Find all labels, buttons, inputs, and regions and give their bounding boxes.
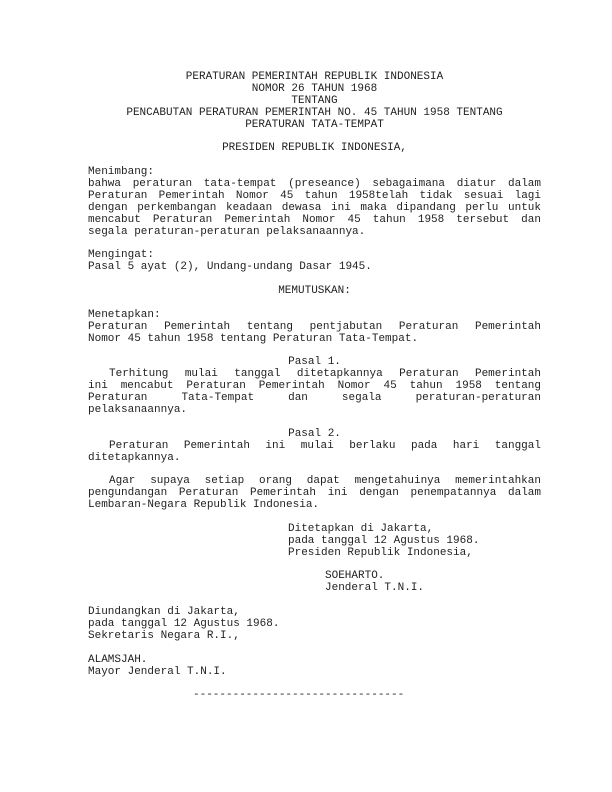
closing-text: pengundangan Peraturan Pemerintah ini dengan penempatannya dalam: [88, 487, 541, 500]
promulgation-place: Diundangkan di Jakarta,: [88, 606, 240, 619]
menimbang-text: segala peraturan-peraturan pelaksanaannya.: [88, 225, 366, 238]
memutuskan-heading: MEMUTUSKAN:: [278, 285, 351, 298]
promulgation-title: Sekretaris Negara R.I.,: [88, 629, 240, 642]
mengingat-text: Pasal 5 ayat (2), Undang-undang Dasar 1945.: [88, 261, 372, 274]
pasal-1-text: Terhitung mulai tanggal ditetapkannya Peraturan Pemerintah: [109, 368, 541, 381]
pasal-2-text: ditetapkannya.: [88, 451, 181, 464]
title-line: PERATURAN PEMERINTAH REPUBLIK INDONESIA: [185, 71, 444, 83]
signatory-rank: Jenderal T.N.I.: [325, 582, 425, 595]
title-subject: PERATURAN TATA-TEMPAT: [245, 118, 384, 131]
signatory-name: SOEHARTO.: [325, 570, 385, 583]
promulgator-name: ALAMSJAH.: [88, 653, 148, 666]
closing-text: Agar supaya setiap orang dapat mengetahuinya memerintahkan: [109, 475, 541, 488]
closing-text: Lembaran-Negara Republik Indonesia.: [88, 499, 320, 512]
signature-place: Ditetapkan di Jakarta,: [288, 522, 434, 535]
document-page: [88, 72, 541, 702]
pasal-1-heading: Pasal 1.: [288, 356, 341, 369]
menimbang-label: Menimbang:: [88, 166, 155, 179]
pasal-1-text: ini mencabut Peraturan Pemerintah Nomor 45 tahun 1958 tentang: [88, 380, 541, 393]
issuer: PRESIDEN REPUBLIK INDONESIA,: [222, 142, 407, 155]
promulgator-rank: Mayor Jenderal T.N.I.: [88, 665, 227, 678]
signature-title: Presiden Republik Indonesia,: [288, 546, 473, 559]
title-subject: PENCABUTAN PERATURAN PEMERINTAH NO. 45 TAHUN 1958 TENTANG: [126, 106, 503, 119]
title-line: TENTANG: [291, 94, 338, 107]
footer-rule: --------------------------------: [193, 689, 405, 702]
menetapkan-text: Peraturan Pemerintah tentang pentjabutan Peraturan Pemerintah: [88, 320, 541, 333]
menetapkan-text: Nomor 45 tahun 1958 tentang Peraturan Tata-Tempat.: [88, 332, 419, 345]
pasal-1-text: Peraturan Tata-Tempat dan segala peraturan-peraturan: [88, 392, 541, 405]
signature-date: pada tanggal 12 Agustus 1968.: [288, 534, 480, 547]
pasal-2-heading: Pasal 2.: [288, 427, 341, 440]
mengingat-label: Mengingat:: [88, 249, 155, 262]
menimbang-text: mencabut Peraturan Pemerintah Nomor 45 tahun 1958 tersebut dan: [88, 213, 541, 226]
pasal-2-text: Peraturan Pemerintah ini mulai berlaku pada hari tanggal: [109, 439, 541, 452]
pasal-1-text: pelaksanaannya.: [88, 403, 188, 416]
promulgation-date: pada tanggal 12 Agustus 1968.: [88, 617, 280, 630]
menimbang-text: Peraturan Pemerintah Nomor 45 tahun 1958telah tidak sesuai lagi: [88, 189, 541, 202]
menimbang-text: bahwa peraturan tata-tempat (preseance) sebagaimana diatur dalam: [88, 178, 541, 191]
menimbang-text: dengan perkembangan keadaan dewasa ini maka dipandang perlu untuk: [88, 201, 541, 214]
menetapkan-label: Menetapkan:: [88, 308, 161, 321]
title-number: NOMOR 26 TAHUN 1968: [251, 82, 378, 95]
